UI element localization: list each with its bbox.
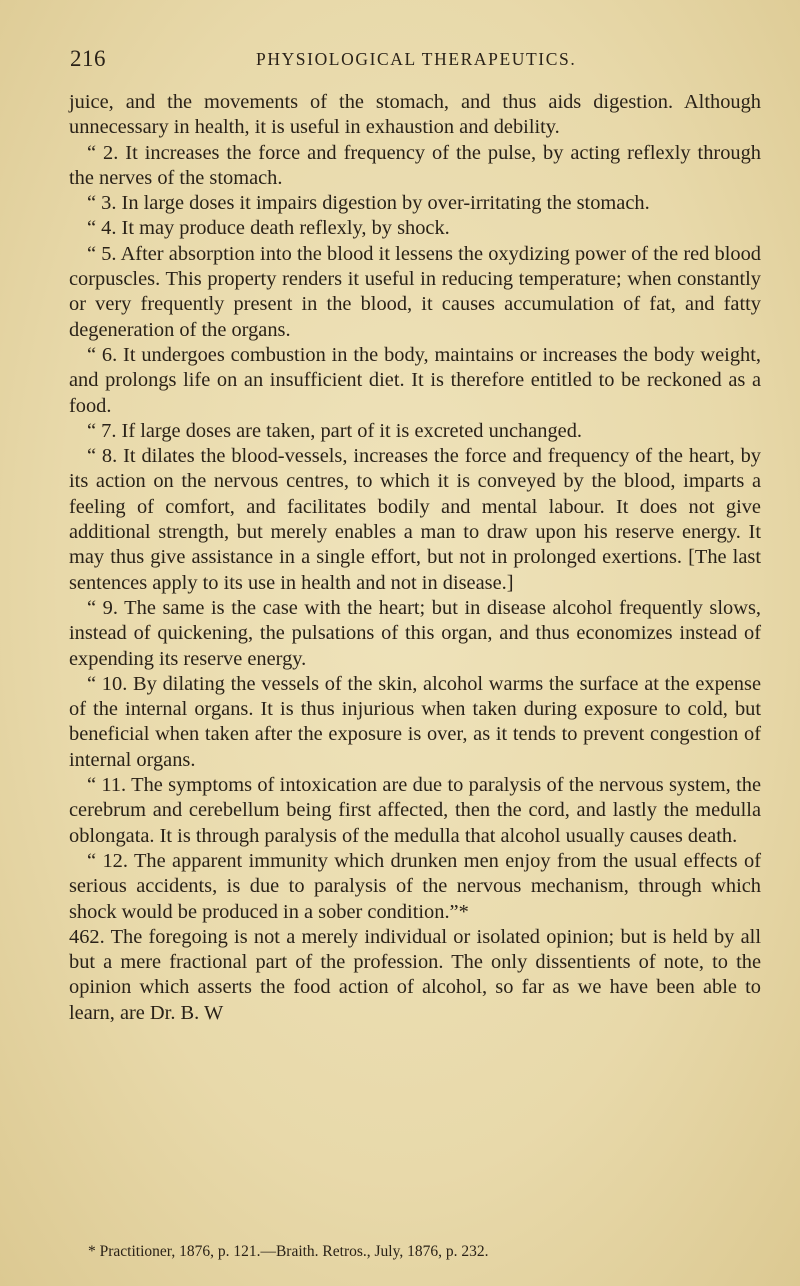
paragraph-item-8: “ 8. It dilates the blood-vessels, increases the force and frequency of the heart, by its action on the nervous centres, to which it is conveyed by the blood, imparts a feeling of comfort, and facilitates bodily and mental labour. It does not give additional strength, but merely enables a man to draw upon his reserve energy. It may thus give assistance in a single effort, but not in prolonged exertions. [The last sentences apply to its use in health and not in disease.] xyxy=(69,445,761,594)
paragraph-item-5: “ 5. After absorption into the blood it lessens the oxydizing power of the red blood corpuscles. This property renders it useful in reducing temperature; when constantly or very frequently present in the blood, it causes accumulation of fat, and fatty degeneration of the organs. xyxy=(69,242,761,341)
paragraph-continuation: juice, and the movements of the stomach, and thus aids digestion. Although unnecessary in health, it is useful in exhaustion and debility. xyxy=(69,91,761,139)
paragraph-item-9: “ 9. The same is the case with the heart; but in disease alcohol frequently slows, instead of quickening, the pulsations of this organ, and thus economizes instead of expending its reserve energy. xyxy=(69,596,761,670)
paragraph-item-12: “ 12. The apparent immunity which drunken men enjoy from the usual effects of serious accidents, is due to paralysis of the nervous mechanism, through which shock would be produced in a sober condition.”* xyxy=(69,849,761,923)
paragraph-item-10: “ 10. By dilating the vessels of the skin, alcohol warms the surface at the expense of the internal organs. It is thus injurious when taken during exposure to cold, but beneficial when taken after the exposure is over, as it tends to prevent congestion of internal organs. xyxy=(69,672,761,771)
paragraph-item-11: “ 11. The symptoms of intoxication are due to paralysis of the nervous system, the cerebrum and cerebellum being first affected, then the cord, and lastly the medulla oblongata. It is through paralysis of the medulla that alcohol usually causes death. xyxy=(69,774,761,847)
page-number: 216 xyxy=(70,46,106,71)
footnote: * Practitioner, 1876, p. 121.—Braith. Retros., July, 1876, p. 232. xyxy=(88,1243,489,1260)
running-title: PHYSIOLOGICAL THERAPEUTICS. xyxy=(256,49,577,69)
paragraph-item-4: “ 4. It may produce death reflexly, by shock. xyxy=(87,217,450,240)
paragraph-462: 462. The foregoing is not a merely individual or isolated opinion; but is held by all but a mere fractional part of the profession. The only dissentients of note, to the opinion which asserts the food action of alcohol, so far as we have been able to learn, are Dr. B. W xyxy=(69,925,761,1024)
body-text xyxy=(69,90,761,1026)
page-header xyxy=(70,46,760,76)
paragraph-item-6: “ 6. It undergoes combustion in the body, maintains or increases the body weight, and prolongs life on an insufficient diet. It is therefore entitled to be reckoned as a food. xyxy=(69,343,761,417)
paragraph-item-2: “ 2. It increases the force and frequency of the pulse, by acting reflexly through the nerves of the stomach. xyxy=(69,141,761,189)
paragraph-item-7: “ 7. If large doses are taken, part of it is excreted unchanged. xyxy=(87,419,583,442)
paragraph-item-3: “ 3. In large doses it impairs digestion by over-irritating the stomach. xyxy=(87,192,650,215)
